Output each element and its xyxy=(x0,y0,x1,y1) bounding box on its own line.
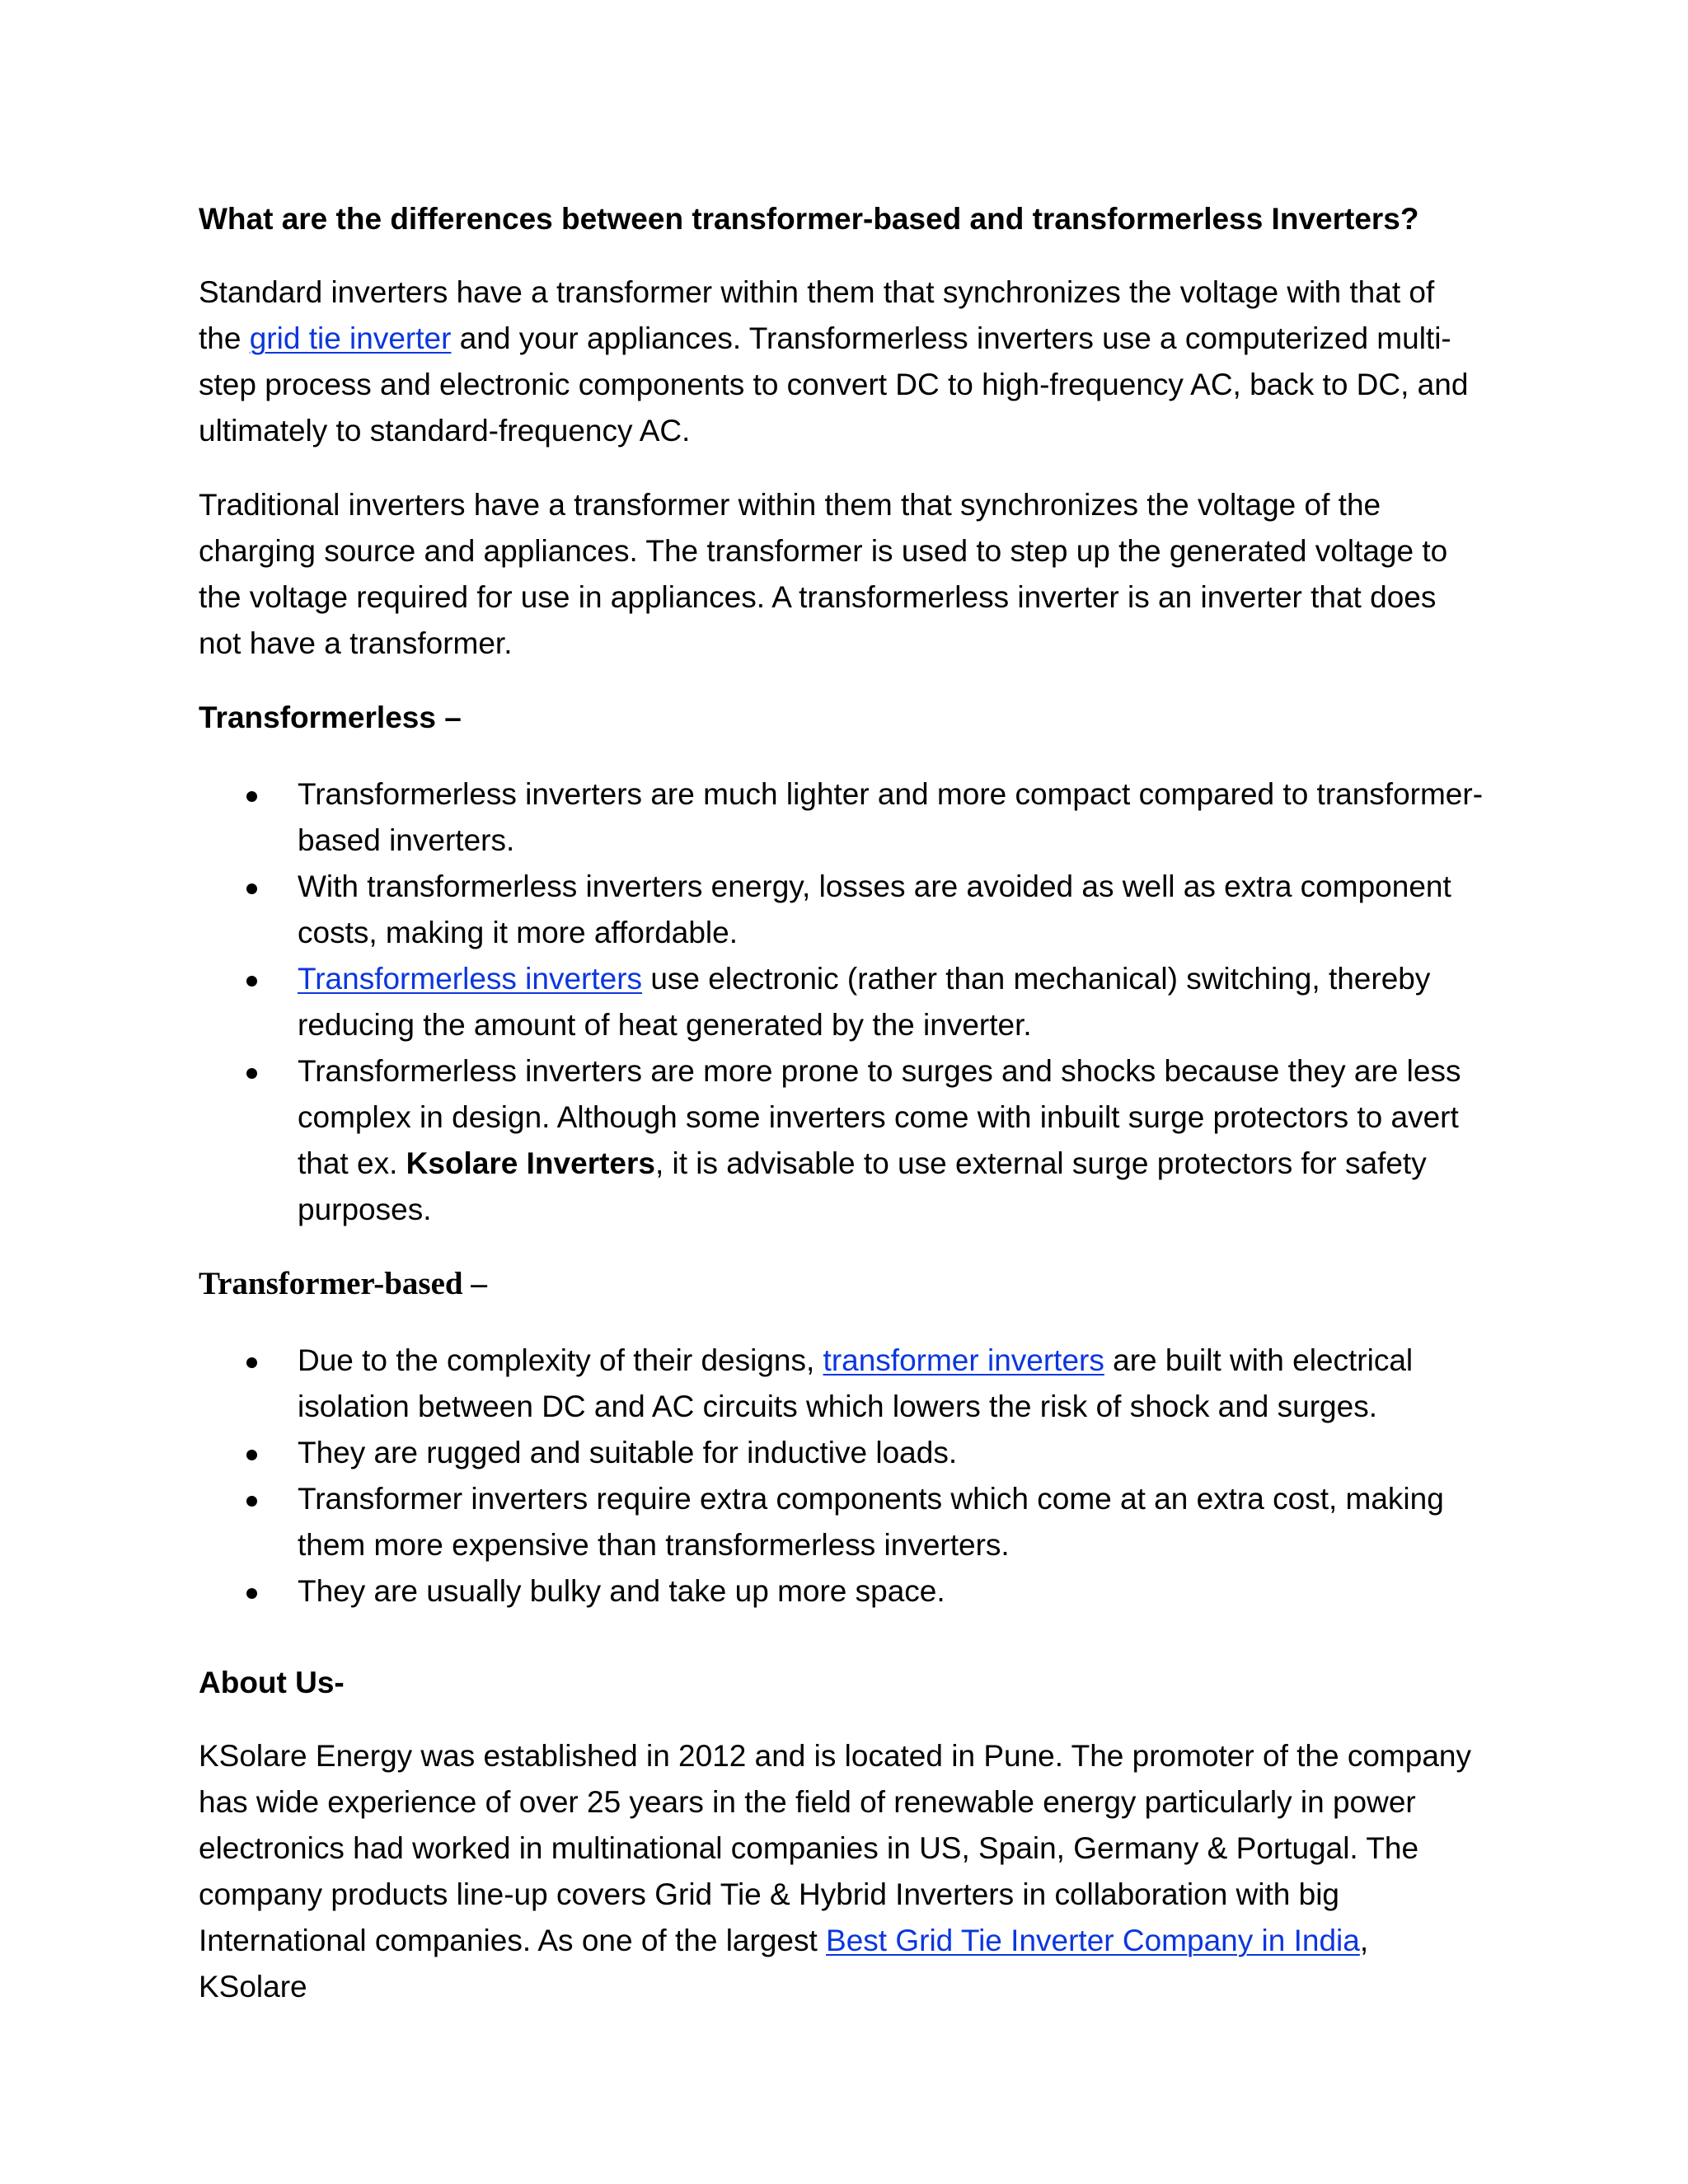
list-item-text: are built with electrical isolation between DC and AC circuits which lowers the risk of shock and surges. xyxy=(298,1343,1414,1423)
page-title: What are the differences between transformer-based and transformerless Inverters? xyxy=(199,202,1419,236)
list-item-text: They are usually bulky and take up more space. xyxy=(298,1574,945,1608)
list-item-text: Due to the complexity of their designs, xyxy=(298,1343,823,1377)
list-item xyxy=(199,1476,1484,1568)
list-item xyxy=(199,956,1484,1048)
list-item xyxy=(199,1338,1484,1430)
list-item-text: use electronic (rather than mechanical) switching, thereby reducing the amount of heat generated by the inverter. xyxy=(298,962,1431,1042)
bullet-icon xyxy=(246,791,257,802)
transformerless-heading: Transformerless – xyxy=(199,701,462,734)
intro-paragraph xyxy=(199,269,1484,454)
bullet-icon xyxy=(246,1357,257,1368)
traditional-paragraph: Traditional inverters have a transformer within them that synchronizes the voltage of the charging source and appliances. The transformer is used to step up the generated voltage to the voltage required for use in appliances. A transformerless inverter is an inverter that does not have a transformer. xyxy=(199,488,1448,660)
transformer-based-list xyxy=(199,1338,1484,1615)
list-item-text: They are rugged and suitable for inductive loads. xyxy=(298,1436,958,1469)
intro-text-1: Standard inverters have a transformer within them that synchronizes the voltage with that of the xyxy=(199,275,1435,355)
list-item-text: , it is advisable to use external surge protectors for safety purposes. xyxy=(298,1146,1427,1226)
bullet-icon xyxy=(246,1588,257,1599)
bullet-icon xyxy=(246,1450,257,1460)
about-paragraph xyxy=(199,1733,1484,2010)
list-item xyxy=(199,771,1484,864)
intro-text-2: and your appliances. Transformerless inverters use a computerized multi-step process and electronic components to convert DC to high-frequency AC, back to DC, and ultimately to standard-frequency AC. xyxy=(199,321,1469,448)
grid-tie-inverter-link[interactable]: grid tie inverter xyxy=(249,321,452,355)
ksolare-inverters-bold: Ksolare Inverters xyxy=(406,1146,655,1180)
bullet-icon xyxy=(246,976,257,987)
list-item xyxy=(199,1048,1484,1233)
list-item xyxy=(199,1430,1484,1476)
bullet-icon xyxy=(246,883,257,894)
list-item xyxy=(199,864,1484,956)
list-item xyxy=(199,1568,1484,1615)
bullet-icon xyxy=(246,1496,257,1507)
best-grid-tie-inverter-company-link[interactable]: Best Grid Tie Inverter Company in India xyxy=(826,1924,1360,1957)
about-text-2: , KSolare xyxy=(199,1924,1369,2004)
transformer-based-heading: Transformer-based – xyxy=(199,1266,487,1301)
list-item-text: Transformerless inverters are much lighter and more compact compared to transformer-based inverters. xyxy=(298,777,1484,857)
about-text-1: KSolare Energy was established in 2012 and is located in Pune. The promoter of the company has wide experience of over 25 years in the field of renewable energy particularly in power electronics had worked in multinational companies in US, Spain, Germany & Portugal. The company products line-up covers Grid Tie & Hybrid Inverters in collaboration with big International companies. As one of the largest xyxy=(199,1739,1471,1957)
document-content xyxy=(199,196,1484,2010)
bullet-icon xyxy=(246,1068,257,1079)
transformer-inverters-link[interactable]: transformer inverters xyxy=(823,1343,1104,1377)
transformerless-list xyxy=(199,771,1484,1233)
about-heading: About Us- xyxy=(199,1666,345,1699)
list-item-text: With transformerless inverters energy, losses are avoided as well as extra component costs, making it more affordable. xyxy=(298,869,1451,949)
transformerless-inverters-link[interactable]: Transformerless inverters xyxy=(298,962,643,996)
list-item-text: Transformer inverters require extra components which come at an extra cost, making them more expensive than transformerless inverters. xyxy=(298,1482,1444,1562)
list-item-text: Transformerless inverters are more prone to surges and shocks because they are less complex in design. Although some inverters come with inbuilt surge protectors to avert that ex. xyxy=(298,1054,1461,1180)
